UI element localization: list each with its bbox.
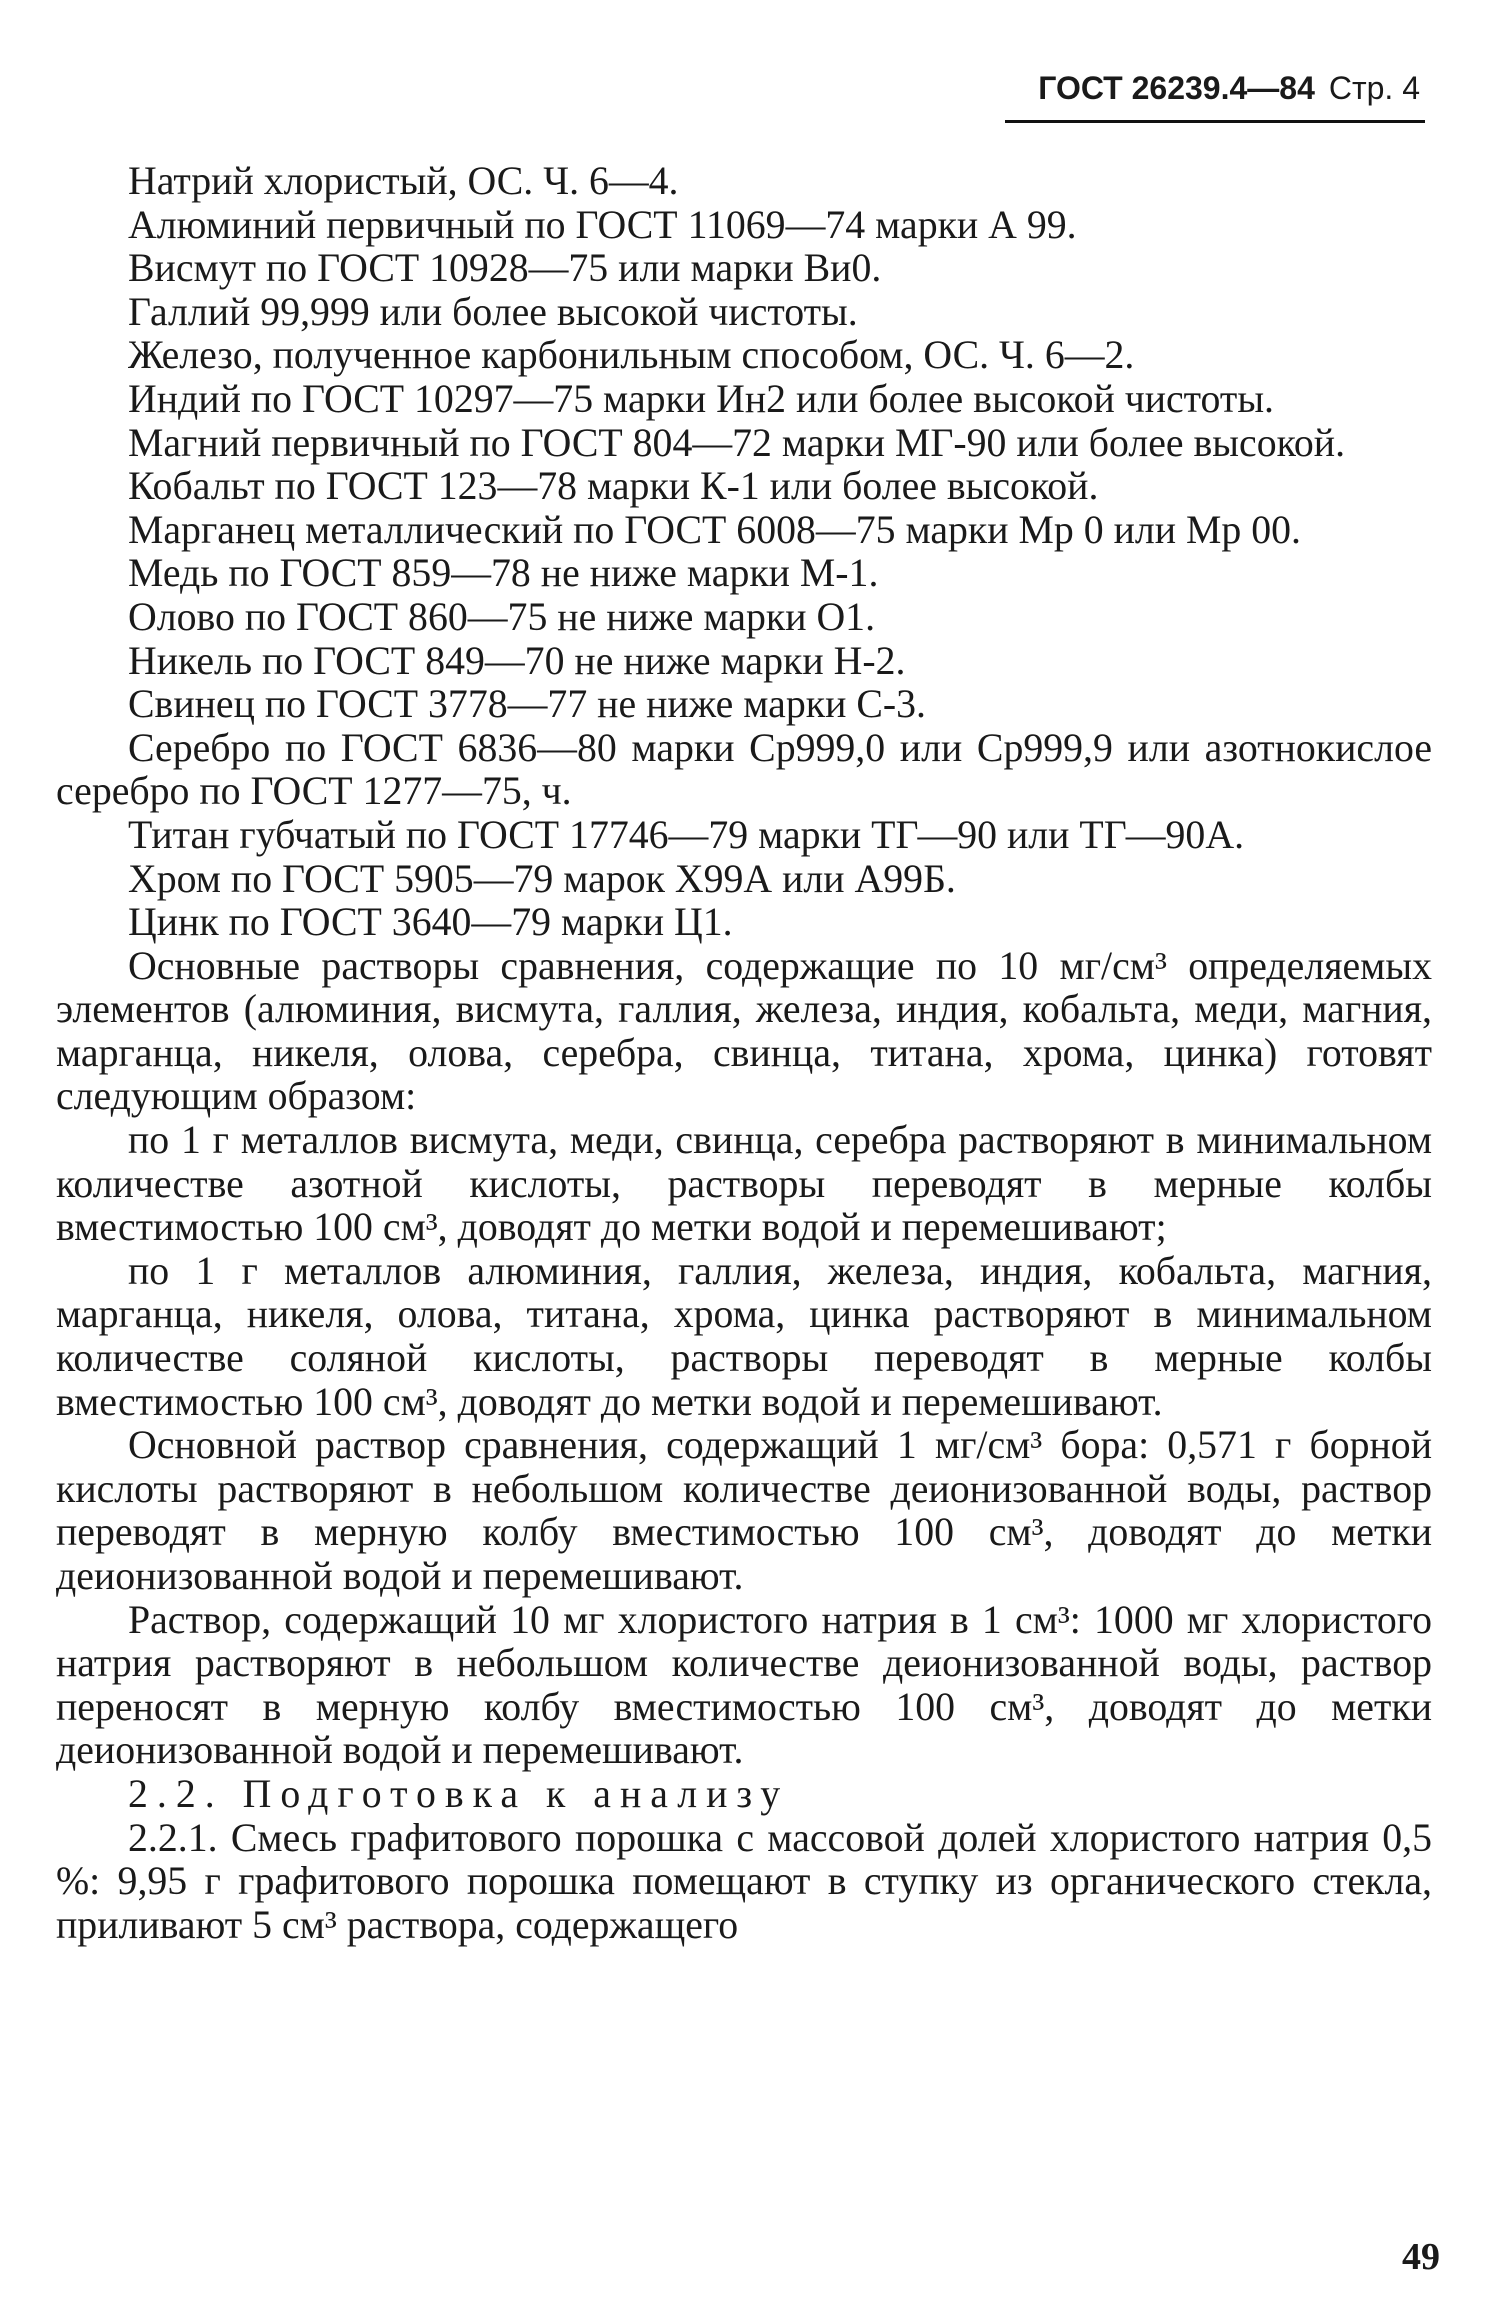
paragraph-aluminium: Алюминий первичный по ГОСТ 11069—74 марки А 99.	[128, 202, 1077, 247]
paragraph-silver: Серебро по ГОСТ 6836—80 марки Ср999,0 или Ср999,9 или азотнокислое серебро по ГОСТ 1277—75, ч.	[56, 725, 1432, 814]
paragraph-hydrochloric-acid-group: по 1 г металлов алюминия, галлия, железа, индия, кобальта, магния, марганца, никеля, олова, титана, хрома, цинка растворяют в минимальном количестве соляной кислоты, растворы переводят в мерные колбы вместимостью 100 см³, доводят до метки водой и перемешивают.	[56, 1248, 1432, 1424]
paragraph-gallium: Галлий 99,999 или более высокой чистоты.	[128, 289, 858, 334]
paragraph-magnesium: Магний первичный по ГОСТ 804—72 марки МГ-90 или более высокой.	[128, 420, 1346, 465]
paragraph-chromium: Хром по ГОСТ 5905—79 марок Х99А или А99Б.	[128, 856, 956, 901]
paragraph-zinc: Цинк по ГОСТ 3640—79 марки Ц1.	[128, 900, 733, 945]
document-body	[56, 160, 1432, 1947]
paragraph-stock-solutions: Основные растворы сравнения, содержащие по 10 мг/см³ определяемых элементов (алюминия, висмута, галлия, железа, индия, кобальта, меди, магния, марганца, никеля, олова, серебра, свинца, титана, хрома, цинка) готовят следующим образом:	[56, 943, 1432, 1119]
page-header	[1020, 70, 1420, 107]
section-heading: 2.2. Подготовка к анализу	[128, 1771, 790, 1816]
paragraph-nickel: Никель по ГОСТ 849—70 не ниже марки Н-2.	[128, 638, 906, 683]
paragraph-boron-solution: Основной раствор сравнения, содержащий 1 мг/см³ бора: 0,571 г борной кислоты растворяют в небольшом количестве деионизованной воды, раствор переводят в мерную колбу вместимостью 100 см³, доводят до метки деионизованной водой и перемешивают.	[56, 1423, 1432, 1598]
paragraph-sodium-chloride-solution: Раствор, содержащий 10 мг хлористого натрия в 1 см³: 1000 мг хлористого натрия растворяют в небольшом количестве деионизованной воды, раствор переносят в мерную колбу вместимостью 100 см³, доводят до метки деионизованной водой и перемешивают.	[56, 1597, 1432, 1773]
paragraph-lead: Свинец по ГОСТ 3778—77 не ниже марки С-3.	[128, 682, 926, 727]
standard-code: ГОСТ 26239.4—84	[1038, 70, 1315, 106]
paragraph-graphite-mixture: 2.2.1. Смесь графитового порошка с массовой долей хлористого натрия 0,5 %: 9,95 г графитового порошка помещают в ступку из органического стекла, приливают 5 см³ раствора, содержащего	[56, 1815, 1432, 1947]
paragraph-cobalt: Кобальт по ГОСТ 123—78 марки К-1 или более высокой.	[128, 464, 1099, 509]
paragraph-iron: Железо, полученное карбонильным способом, ОС. Ч. 6—2.	[128, 333, 1135, 378]
page-label: Стр. 4	[1328, 70, 1420, 106]
header-rule	[1005, 120, 1425, 123]
paragraph-manganese: Марганец металлический по ГОСТ 6008—75 марки Мр 0 или Мр 00.	[128, 507, 1301, 552]
paragraph-sodium-chloride: Натрий хлористый, ОС. Ч. 6—4.	[128, 159, 679, 203]
page-number: 49	[1402, 2236, 1440, 2278]
paragraph-indium: Индий по ГОСТ 10297—75 марки Ин2 или более высокой чистоты.	[128, 376, 1275, 421]
paragraph-bismuth: Висмут по ГОСТ 10928—75 или марки Ви0.	[128, 246, 882, 291]
paragraph-nitric-acid-group: по 1 г металлов висмута, меди, свинца, серебра растворяют в минимальном количестве азотной кислоты, растворы переводят в мерные колбы вместимостью 100 см³, доводят до метки водой и перемешивают;	[56, 1118, 1432, 1250]
paragraph-titanium: Титан губчатый по ГОСТ 17746—79 марки ТГ—90 или ТГ—90А.	[128, 812, 1245, 857]
paragraph-tin: Олово по ГОСТ 860—75 не ниже марки О1.	[128, 594, 876, 639]
paragraph-copper: Медь по ГОСТ 859—78 не ниже марки М-1.	[128, 551, 879, 596]
